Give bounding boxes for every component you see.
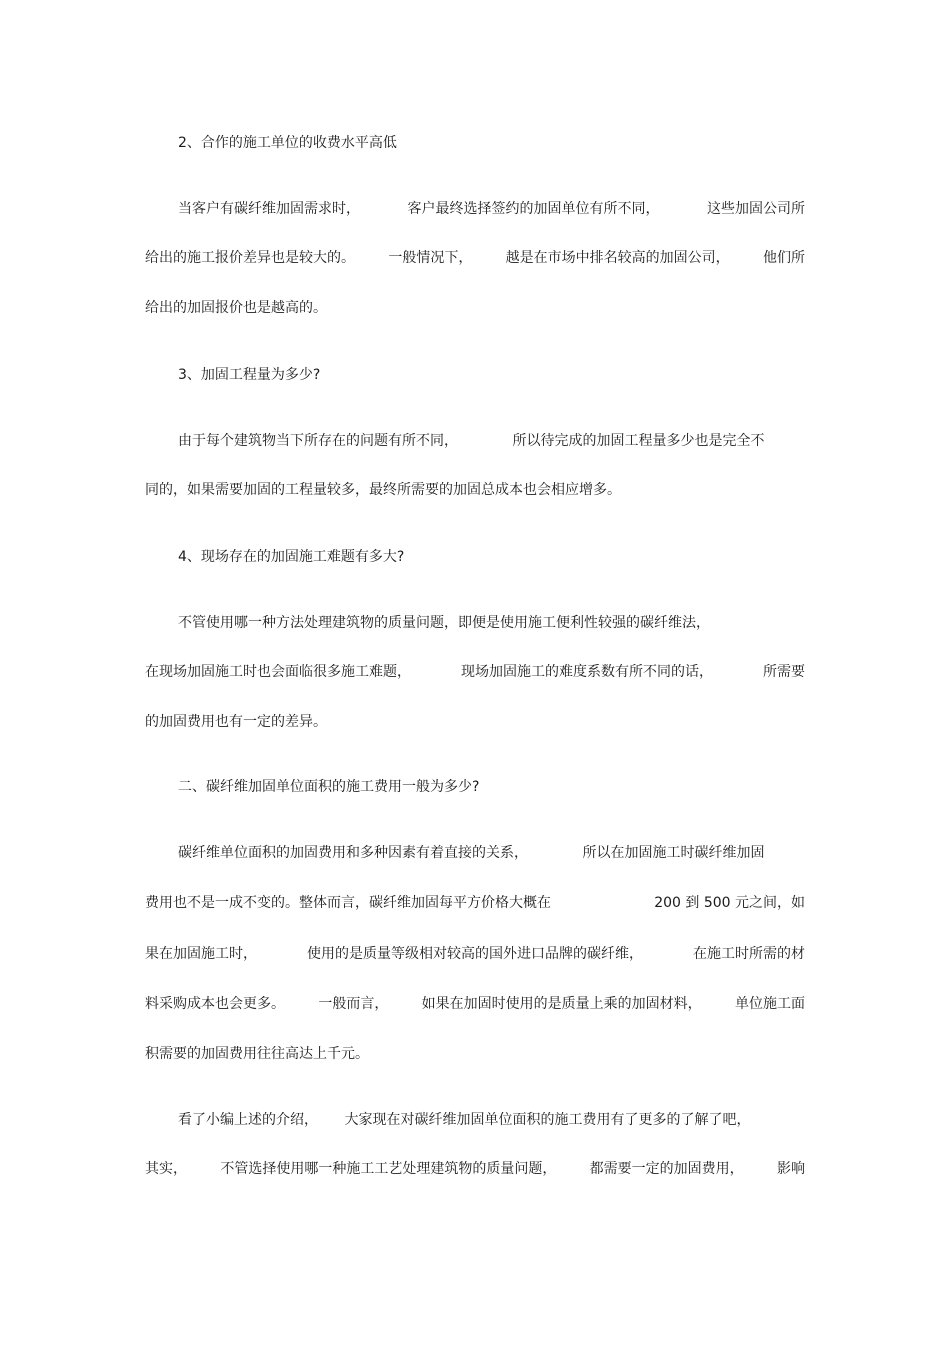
- text-segment: 由于每个建筑物当下所存在的问题有所不同，: [178, 433, 458, 449]
- paragraph-line: [145, 248, 805, 268]
- text-segment: 费用也不是一成不变的。整体而言，碳纤维加固每平方价格大概在: [145, 895, 551, 911]
- text-segment: 果在加固施工时，: [145, 946, 257, 962]
- text-segment: 给出的加固报价也是越高的。: [145, 300, 327, 316]
- text-segment: 不管选择使用哪一种施工工艺处理建筑物的质量问题，: [220, 1161, 557, 1177]
- text-segment: 在施工时所需的材: [693, 946, 805, 962]
- paragraph-line: [145, 1159, 805, 1179]
- text-segment: 所需要: [763, 664, 805, 680]
- paragraph-line: [178, 199, 805, 219]
- text-segment: 现场加固施工的难度系数有所不同的话，: [461, 664, 713, 680]
- text-segment: 客户最终选择签约的加固单位有所不同，: [407, 201, 660, 217]
- text-segment: 所以在加固施工时碳纤维加固: [582, 845, 765, 861]
- section-heading-4: [178, 547, 805, 567]
- text-segment: 的加固费用也有一定的差异。: [145, 714, 327, 730]
- text-segment: 给出的施工报价差异也是较大的。: [145, 250, 355, 266]
- paragraph-line: [145, 944, 805, 964]
- text-segment: 这些加固公司所: [707, 201, 805, 217]
- text-segment: 不管使用哪一种方法处理建筑物的质量问题，即便是使用施工便利性较强的碳纤维法，: [178, 615, 710, 631]
- section-heading-2: [178, 133, 805, 153]
- heading-text: 3、加固工程量为多少?: [178, 367, 321, 383]
- text-segment: 都需要一定的加固费用，: [589, 1161, 744, 1177]
- section-heading-part-two: [178, 777, 805, 797]
- text-segment: 料采购成本也会更多。: [145, 996, 285, 1012]
- text-segment: 当客户有碳纤维加固需求时，: [178, 201, 360, 217]
- text-segment: 在现场加固施工时也会面临很多施工难题，: [145, 664, 411, 680]
- paragraph-line: [145, 893, 805, 913]
- text-segment: 影响: [776, 1161, 805, 1177]
- paragraph-line: [145, 480, 805, 500]
- text-segment: 碳纤维单位面积的加固费用和多种因素有着直接的关系，: [178, 845, 528, 861]
- text-segment: 一般情况下，: [388, 250, 473, 266]
- heading-text: 4、现场存在的加固施工难题有多大?: [178, 549, 405, 565]
- text-segment: 同的，如果需要加固的工程量较多，最终所需要的加固总成本也会相应增多。: [145, 482, 621, 498]
- paragraph-line: [145, 1044, 805, 1064]
- text-segment: 使用的是质量等级相对较高的国外进口品牌的碳纤维，: [307, 946, 643, 962]
- paragraph-line: [178, 613, 805, 633]
- paragraph-line: [178, 431, 805, 451]
- paragraph-line: [145, 994, 805, 1014]
- section-heading-3: [178, 365, 805, 385]
- text-segment: 越是在市场中排名较高的加固公司，: [505, 250, 730, 266]
- text-segment: 他们所: [762, 250, 805, 266]
- paragraph-line: [178, 1110, 805, 1130]
- text-segment: 大家现在对碳纤维加固单位面积的施工费用有了更多的了解了吧，: [344, 1112, 751, 1128]
- paragraph-line: [145, 712, 805, 732]
- heading-text: 2、合作的施工单位的收费水平高低: [178, 135, 397, 151]
- paragraph-line: [145, 298, 805, 318]
- heading-text: 二、碳纤维加固单位面积的施工费用一般为多少?: [178, 779, 480, 795]
- text-segment: 积需要的加固费用往往高达上千元。: [145, 1046, 369, 1062]
- text-segment: 看了小编上述的介绍，: [178, 1112, 318, 1128]
- text-segment: 其实，: [145, 1161, 187, 1177]
- text-segment: 一般而言，: [318, 996, 389, 1012]
- text-segment: 200 到 500 元之间，如: [654, 895, 805, 911]
- paragraph-line: [178, 843, 805, 863]
- text-segment: 单位施工面: [734, 996, 805, 1012]
- text-segment: 所以待完成的加固工程量多少也是完全不: [512, 433, 765, 449]
- text-segment: 如果在加固时使用的是质量上乘的加固材料，: [421, 996, 702, 1012]
- paragraph-line: [145, 662, 805, 682]
